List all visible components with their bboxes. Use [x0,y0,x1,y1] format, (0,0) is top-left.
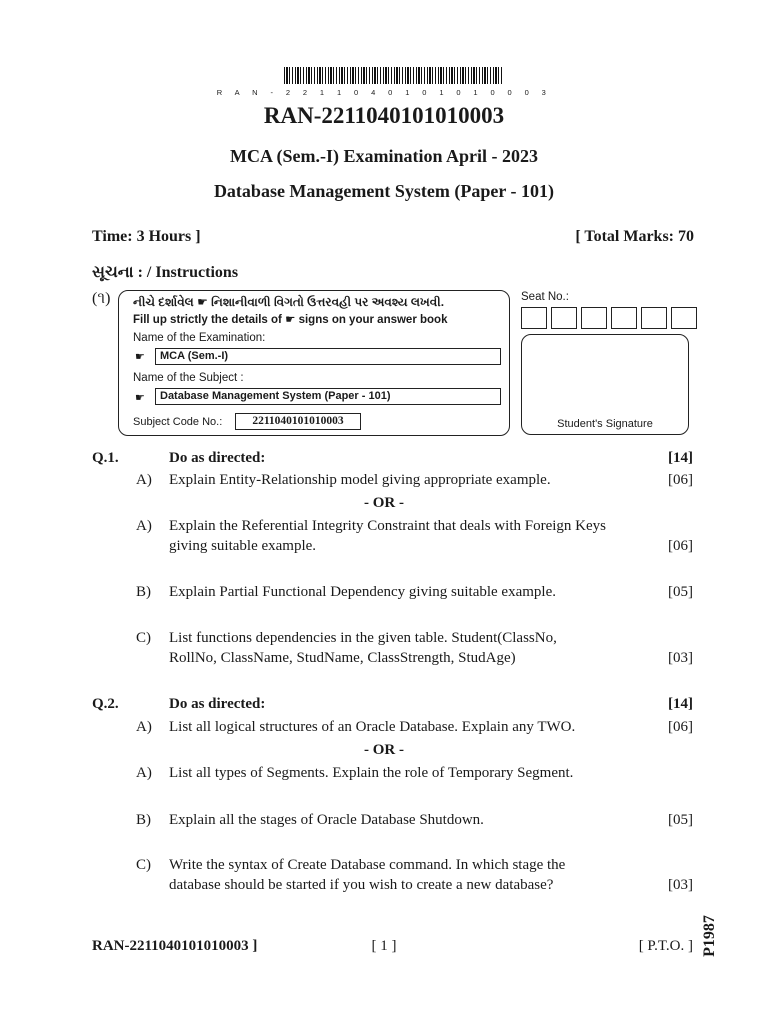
exam-name-field: MCA (Sem.-I) [155,348,501,365]
seat-number-cell [551,307,577,329]
item-text: Explain the Referential Integrity Constraint that deals with Foreign Keys [169,518,606,534]
item-marks: [06] [668,538,693,554]
answer-book-details-box [118,290,510,436]
item-text: giving suitable example. [169,538,317,554]
hand-pointer-icon: ☛ [135,392,145,404]
page-number: [ 1 ] [371,938,397,954]
subject-code-field: 2211040101010003 [235,413,361,430]
seat-number-cell [521,307,547,329]
total-marks: [ Total Marks: 70 [575,228,694,245]
seat-number-label: Seat No.: [521,291,569,303]
item-marks: [06] [668,472,693,488]
footer-paper-id: RAN-2211040101010003 ] [92,938,258,954]
item-label: C) [136,857,151,873]
or-separator: - OR - [364,495,404,511]
item-text: List functions dependencies in the given table. Student(ClassNo, [169,630,557,646]
item-text: List all logical structures of an Oracle Database. Explain any TWO. [169,719,576,735]
pto-label: [ P.T.O. ] [638,938,693,954]
item-label: A) [136,472,152,488]
item-text: Write the syntax of Create Database command. In which stage the [169,857,566,873]
item-label: B) [136,812,151,828]
item-label: B) [136,584,151,600]
item-text: database should be started if you wish to create a new database? [169,877,554,893]
item-text: Explain Entity-Relationship model giving appropriate example. [169,472,551,488]
question-total-marks: [14] [668,450,693,466]
or-separator: - OR - [364,742,404,758]
seat-number-cell [641,307,667,329]
instruction-english: Fill up strictly the details of ☛ signs on your answer book [133,314,448,326]
time-allowed: Time: 3 Hours ] [92,228,201,245]
item-label: C) [136,630,151,646]
question-number: Q.2. [92,696,119,712]
item-label: A) [136,765,152,781]
subject-code-label: Subject Code No.: [133,416,223,428]
item-label: A) [136,518,152,534]
side-code-wrapper [690,906,730,966]
instruction-number: (૧) [92,290,111,307]
exam-title: MCA (Sem.-I) Examination April - 2023 [230,146,538,166]
seat-number-cell [611,307,637,329]
subject-title: Database Management System (Paper - 101) [213,181,555,201]
seat-number-cell [581,307,607,329]
question-heading: Do as directed: [169,696,266,712]
item-text: List all types of Segments. Explain the role of Temporary Segment. [169,765,574,781]
barcode [284,67,502,84]
item-marks: [06] [668,719,693,735]
item-marks: [05] [668,584,693,600]
item-text: RollNo, ClassName, StudName, ClassStrength, StudAge) [169,650,516,666]
signature-label: Student's Signature [557,418,653,430]
instructions-heading: સૂચના : / Instructions [92,264,239,281]
instruction-gujarati: નીચે દર્શાવેલ ☛ નિશાનીવાળી વિગતો ઉત્તરવહી પર અવશ્ય લખવી. [133,295,445,309]
question-heading: Do as directed: [169,450,266,466]
subject-name-field: Database Management System (Paper - 101) [155,388,501,405]
item-text: Explain all the stages of Oracle Database Shutdown. [169,812,484,828]
barcode-text: R A N - 2 2 1 1 0 4 0 1 0 1 0 1 0 0 0 3 [216,88,552,97]
question-number: Q.1. [92,450,119,466]
item-label: A) [136,719,152,735]
item-text: Explain Partial Functional Dependency giving suitable example. [169,584,556,600]
exam-name-label: Name of the Examination: [133,332,266,344]
seat-number-cell [671,307,697,329]
item-marks: [03] [668,877,693,893]
hand-pointer-icon: ☛ [135,351,145,363]
paper-id: RAN-2211040101010003 [263,103,505,128]
item-marks: [03] [668,650,693,666]
item-marks: [05] [668,812,693,828]
question-total-marks: [14] [668,696,693,712]
subject-name-label: Name of the Subject : [133,372,244,384]
side-code: P1987 [701,915,718,957]
